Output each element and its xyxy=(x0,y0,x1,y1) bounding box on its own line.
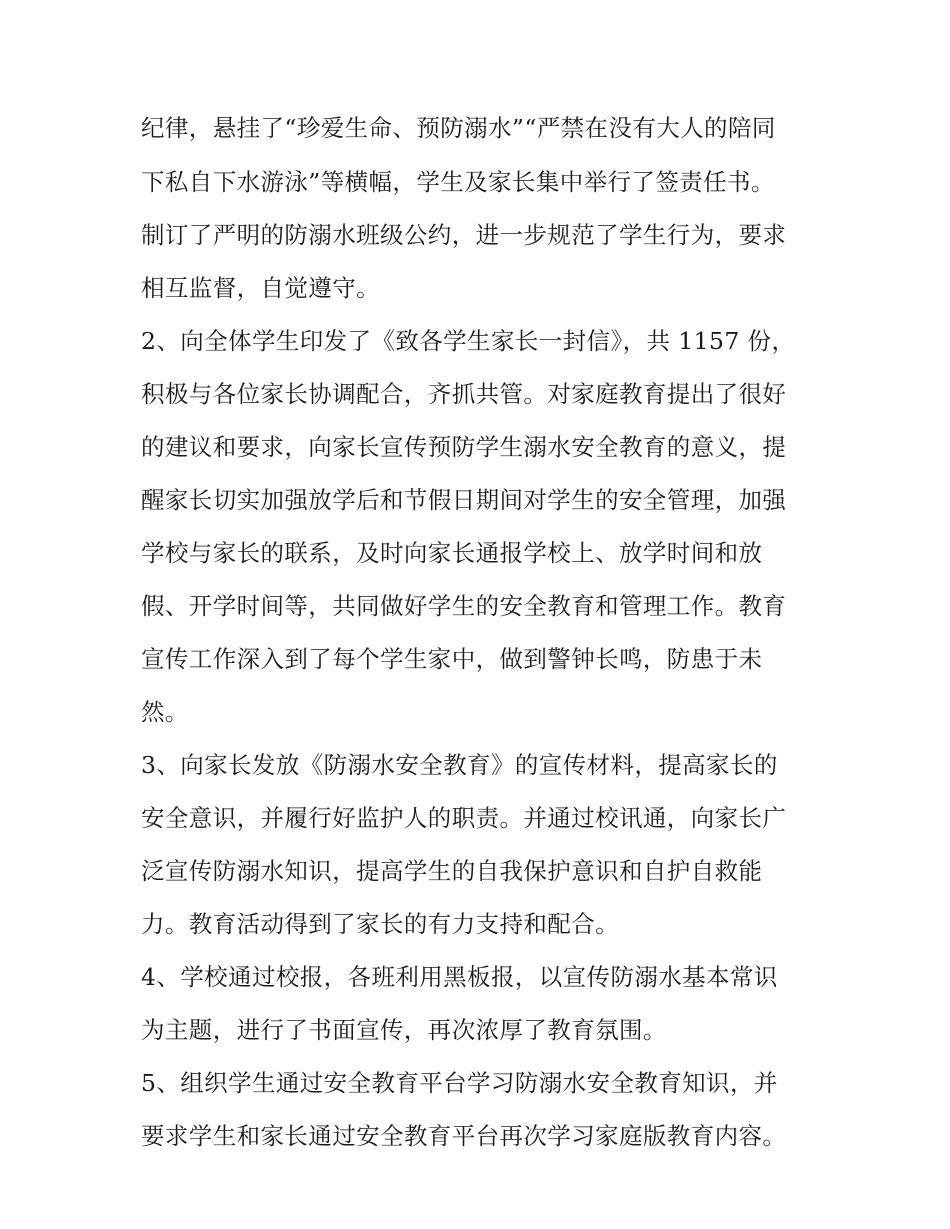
text-line: 假、开学时间等，共同做好学生的安全教育和管理工作。教育 xyxy=(141,592,787,620)
text-line: 的建议和要求，向家长宣传预防学生溺水安全教育的意义，提 xyxy=(141,433,787,461)
text-line: 力。教育活动得到了家长的有力支持和配合。 xyxy=(141,910,619,938)
text-line: 然。 xyxy=(141,698,189,726)
text-line: 为主题，进行了书面宣传，再次浓厚了教育氛围。 xyxy=(141,1016,667,1044)
text-line: 下私自下水游泳”等横幅，学生及家长集中举行了签责任书。 xyxy=(141,168,775,196)
text-line: 安全意识，并履行好监护人的职责。并通过校讯通，向家长广 xyxy=(141,804,787,832)
text-line: 2、向全体学生印发了《致各学生家长一封信》，共 1157 份， xyxy=(141,327,796,355)
text-line: 相互监督，自觉遵守。 xyxy=(141,274,380,302)
text-line: 5、组织学生通过安全教育平台学习防溺水安全教育知识，并 xyxy=(141,1069,778,1097)
text-line: 学校与家长的联系，及时向家长通报学校上、放学时间和放 xyxy=(141,539,763,567)
text-line: 积极与各位家长协调配合，齐抓共管。对家庭教育提出了很好 xyxy=(141,380,787,408)
text-line: 要求学生和家长通过安全教育平台再次学习家庭版教育内容。 xyxy=(141,1122,787,1150)
text-line: 纪律，悬挂了“珍爱生命、预防溺水”“严禁在没有大人的陪同 xyxy=(141,114,776,142)
text-line: 宣传工作深入到了每个学生家中，做到警钟长鸣，防患于未 xyxy=(141,645,763,673)
text-line: 制订了严明的防溺水班级公约，进一步规范了学生行为，要求 xyxy=(141,221,787,249)
text-line: 3、向家长发放《防溺水安全教育》的宣传材料，提高家长的 xyxy=(141,751,778,779)
text-line: 泛宣传防溺水知识，提高学生的自我保护意识和自护自救能 xyxy=(141,857,763,885)
text-line: 醒家长切实加强放学后和节假日期间对学生的安全管理，加强 xyxy=(141,486,787,514)
text-line: 4、学校通过校报，各班利用黑板报，以宣传防溺水基本常识 xyxy=(141,963,778,991)
